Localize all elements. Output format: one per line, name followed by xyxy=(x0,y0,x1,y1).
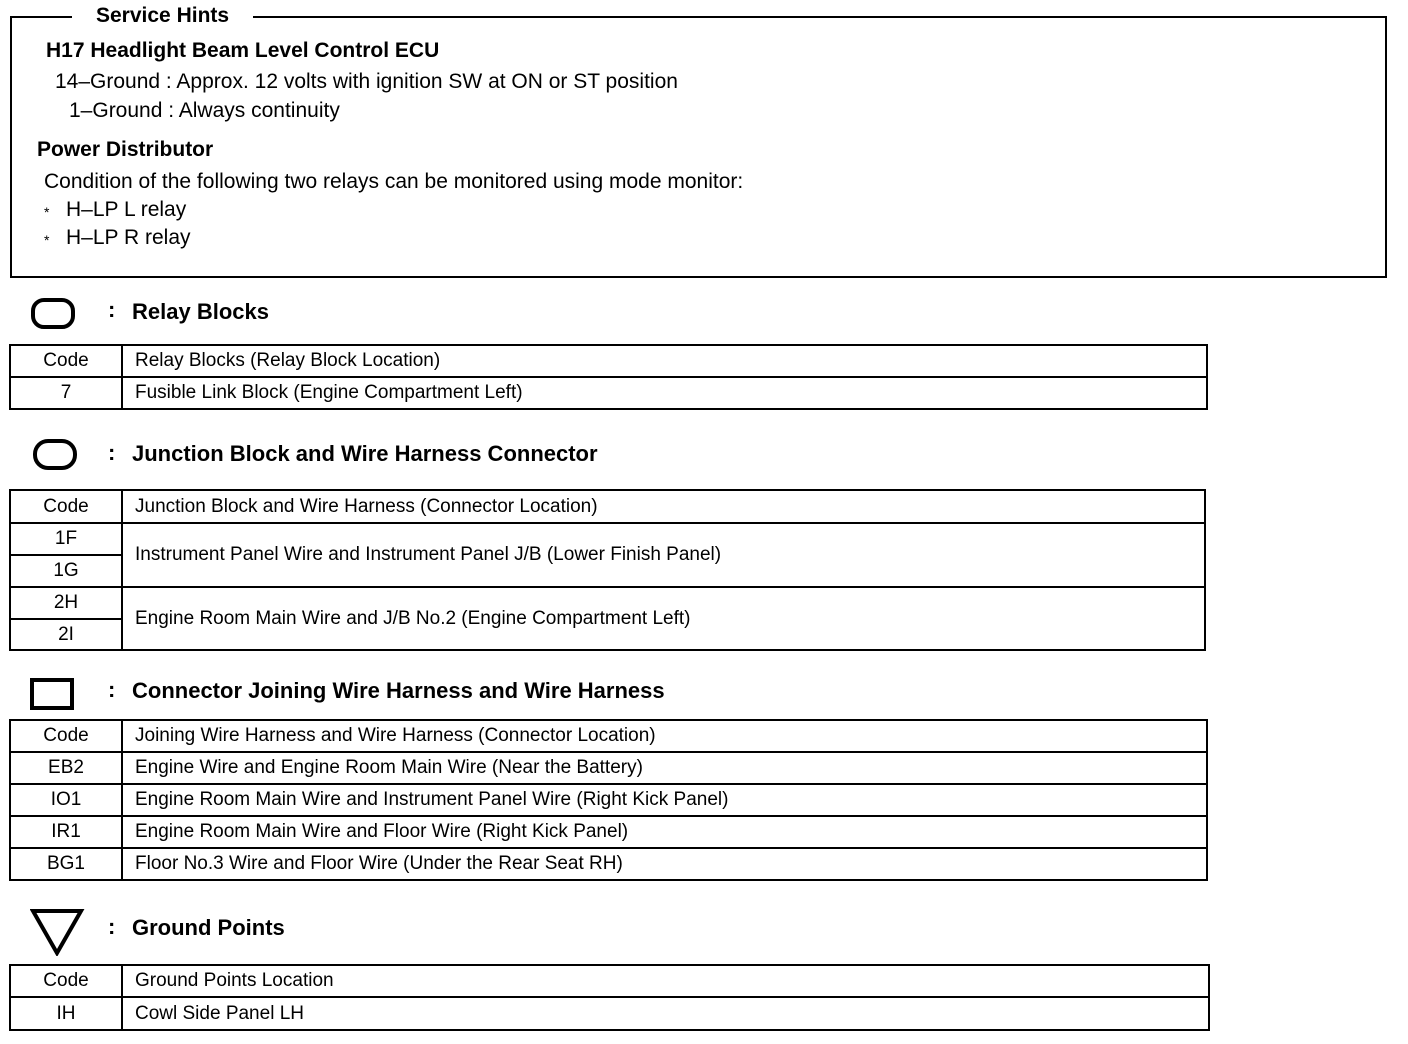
square-icon xyxy=(29,677,77,713)
code-header: Code xyxy=(10,490,122,523)
bullet-icon: * xyxy=(44,204,50,220)
location-cell: Instrument Panel Wire and Instrument Panel J/B (Lower Finish Panel) xyxy=(122,523,1205,587)
table-header-row xyxy=(10,720,1207,752)
bullet-icon: * xyxy=(44,232,50,248)
relay-blocks-table xyxy=(9,344,1208,410)
table-header-row xyxy=(10,965,1209,997)
table-row xyxy=(10,752,1207,784)
table-header-row xyxy=(10,345,1207,377)
location-cell: Engine Wire and Engine Room Main Wire (Near the Battery) xyxy=(122,752,1207,784)
power-distributor-heading: Power Distributor xyxy=(37,138,214,161)
table-row xyxy=(10,587,1205,619)
code-header: Code xyxy=(10,345,122,377)
code-cell: 1G xyxy=(10,555,122,587)
connector-colon: : xyxy=(108,677,116,702)
junction-table xyxy=(9,489,1206,651)
code-cell: IH xyxy=(10,997,122,1030)
table-row xyxy=(10,523,1205,555)
code-cell: 2H xyxy=(10,587,122,619)
code-cell: BG1 xyxy=(10,848,122,880)
table-row xyxy=(10,997,1209,1030)
rounded-rect-icon xyxy=(30,297,78,331)
oval-icon xyxy=(32,438,80,472)
location-header: Relay Blocks (Relay Block Location) xyxy=(122,345,1207,377)
ecu-line-1: 14–Ground : Approx. 12 volts with ignition SW at ON or ST position xyxy=(55,70,678,93)
ground-heading: Ground Points xyxy=(132,915,285,940)
relay-blocks-colon: : xyxy=(108,297,116,322)
location-header: Ground Points Location xyxy=(122,965,1209,997)
code-header: Code xyxy=(10,965,122,997)
code-cell: 7 xyxy=(10,377,122,409)
ecu-heading: H17 Headlight Beam Level Control ECU xyxy=(46,39,440,62)
location-cell: Engine Room Main Wire and J/B No.2 (Engine Compartment Left) xyxy=(122,587,1205,650)
table-row xyxy=(10,816,1207,848)
ground-table xyxy=(9,964,1210,1031)
table-row xyxy=(10,784,1207,816)
ground-colon: : xyxy=(108,914,116,939)
power-distributor-intro: Condition of the following two relays can be monitored using mode monitor: xyxy=(44,170,744,193)
junction-heading: Junction Block and Wire Harness Connector xyxy=(132,441,598,466)
code-cell: IR1 xyxy=(10,816,122,848)
location-cell: Fusible Link Block (Engine Compartment Left) xyxy=(122,377,1207,409)
connector-heading: Connector Joining Wire Harness and Wire Harness xyxy=(132,678,665,703)
code-cell: IO1 xyxy=(10,784,122,816)
location-cell: Engine Room Main Wire and Instrument Panel Wire (Right Kick Panel) xyxy=(122,784,1207,816)
code-cell: 2I xyxy=(10,619,122,650)
junction-colon: : xyxy=(108,440,116,465)
table-row xyxy=(10,848,1207,880)
table-header-row xyxy=(10,490,1205,523)
location-cell: Floor No.3 Wire and Floor Wire (Under the Rear Seat RH) xyxy=(122,848,1207,880)
location-header: Joining Wire Harness and Wire Harness (Connector Location) xyxy=(122,720,1207,752)
relay-item-1: H–LP L relay xyxy=(66,198,187,221)
triangle-down-icon xyxy=(30,908,86,956)
service-hints-title: Service Hints xyxy=(72,3,253,29)
ecu-line-2: 1–Ground : Always continuity xyxy=(69,99,340,122)
relay-blocks-heading: Relay Blocks xyxy=(132,299,269,324)
relay-item-2: H–LP R relay xyxy=(66,226,191,249)
code-header: Code xyxy=(10,720,122,752)
location-header: Junction Block and Wire Harness (Connector Location) xyxy=(122,490,1205,523)
code-cell: 1F xyxy=(10,523,122,555)
location-cell: Engine Room Main Wire and Floor Wire (Right Kick Panel) xyxy=(122,816,1207,848)
code-cell: EB2 xyxy=(10,752,122,784)
table-row xyxy=(10,377,1207,409)
location-cell: Cowl Side Panel LH xyxy=(122,997,1209,1030)
connector-table xyxy=(9,719,1208,881)
